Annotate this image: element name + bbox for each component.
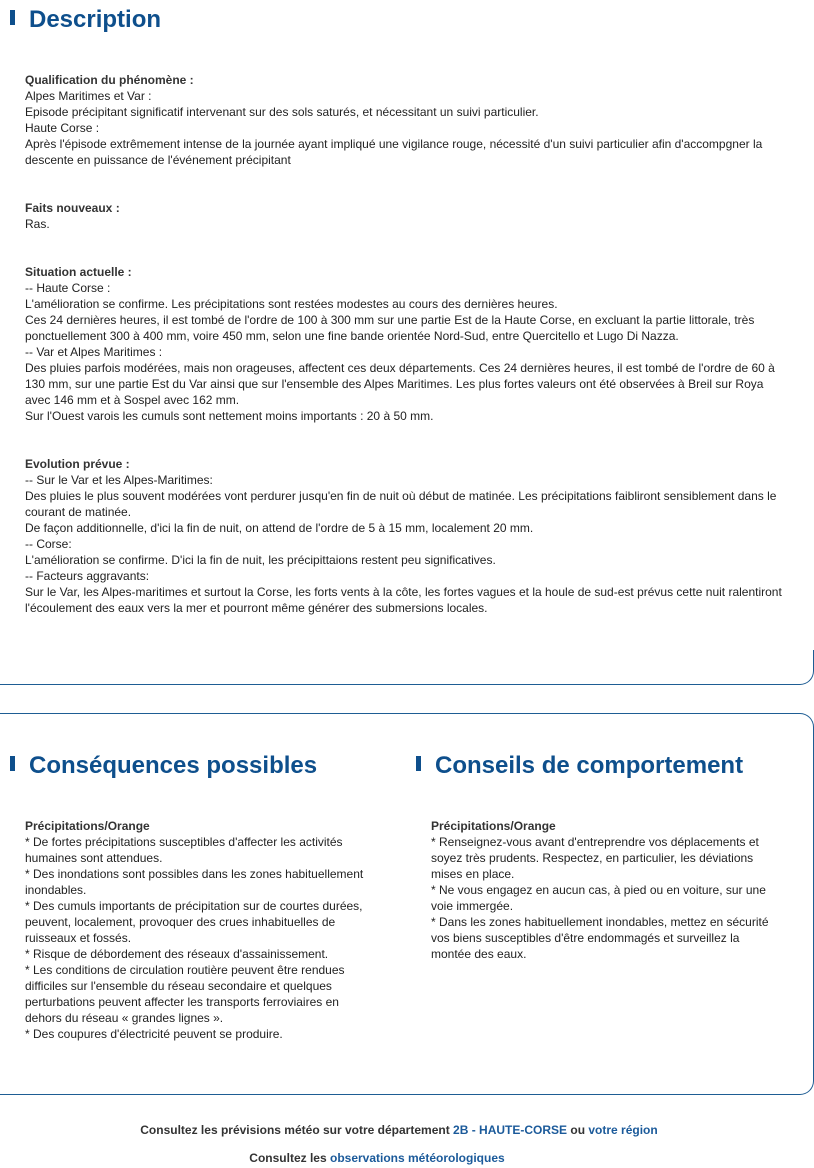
footer-or-text: ou — [567, 1123, 589, 1137]
consequences-line: * Des cumuls importants de précipitation sur de courtes durées, peuvent, localement, provoquer des crues inhabituelles de ruisseaux et fossés. — [25, 899, 363, 945]
consequences-line: * Risque de débordement des réseaux d'assainissement. — [25, 947, 329, 961]
department-link[interactable]: 2B - HAUTE-CORSE — [453, 1123, 568, 1137]
faits-line: Ras. — [25, 217, 50, 231]
consequences-line: * Des inondations sont possibles dans les zones habituellement inondables. — [25, 867, 364, 897]
qualification-line: Alpes Maritimes et Var : — [25, 89, 152, 103]
evolution-line: De façon additionnelle, d'ici la fin de nuit, on attend de l'ordre de 5 à 15 mm, localement 20 mm. — [25, 521, 534, 535]
footer-observations-text: Consultez les — [249, 1151, 330, 1165]
observations-link[interactable]: observations météorologiques — [329, 1151, 505, 1165]
situation-line: Sur l'Ouest varois les cumuls sont nettement moins importants : 20 à 50 mm. — [25, 409, 434, 423]
situation-label: Situation actuelle : — [25, 265, 132, 279]
consequences-label: Précipitations/Orange — [25, 819, 150, 833]
situation-line: -- Haute Corse : — [25, 281, 111, 295]
heading-bar-icon — [416, 756, 421, 771]
conseils-label: Précipitations/Orange — [431, 819, 556, 833]
heading-bar-icon — [10, 756, 15, 771]
consequences-body — [25, 818, 375, 1042]
consequences-heading-text: Conséquences possibles — [29, 752, 318, 779]
evolution-label: Evolution prévue : — [25, 457, 130, 471]
situation-line: -- Var et Alpes Maritimes : — [25, 345, 163, 359]
conseils-body — [431, 818, 776, 962]
consequences-heading — [10, 751, 317, 781]
situation-line: L'amélioration se confirme. Les précipitations sont restées modestes au cours des dernières heures. — [25, 297, 558, 311]
evolution-line: -- Sur le Var et les Alpes-Maritimes: — [25, 473, 213, 487]
footer-observations-line — [0, 1150, 784, 1166]
evolution-line: -- Facteurs aggravants: — [25, 569, 150, 583]
faits-label: Faits nouveaux : — [25, 201, 120, 215]
conseils-line: * Ne vous engagez en aucun cas, à pied ou en voiture, sur une voie immergée. — [431, 883, 766, 913]
footer-forecast-text: Consultez les prévisions météo sur votre département — [140, 1123, 454, 1137]
conseils-heading — [416, 751, 743, 781]
consequences-line: * Des coupures d'électricité peuvent se produire. — [25, 1027, 283, 1041]
qualification-label: Qualification du phénomène : — [25, 73, 194, 87]
qualification-line: Haute Corse : — [25, 121, 100, 135]
qualification-line: Après l'épisode extrêmement intense de la journée ayant impliqué une vigilance rouge, nécessité d'un suivi particulier afin d'accompgner la descente en puissance de l'événement précipitant — [25, 137, 763, 167]
evolution-line: -- Corse: — [25, 537, 72, 551]
qualification-lines — [25, 88, 785, 168]
qualification-line: Episode précipitant significatif intervenant sur des sols saturés, et nécessitant un suivi particulier. — [25, 105, 539, 119]
evolution-line: L'amélioration se confirme. D'ici la fin de nuit, les précipittaions restent peu significatives. — [25, 553, 496, 567]
evolution-line: Des pluies le plus souvent modérées vont perdurer jusqu'en fin de nuit où début de matinée. Les précipitations faibliront sensiblement dans le courant de matinée. — [25, 489, 777, 519]
situation-line: Ces 24 dernières heures, il est tombé de l'ordre de 100 à 300 mm sur une partie Est de la Haute Corse, en excluant la partie littorale, très ponctuellement 300 à 400 mm, voire 450 mm, selon une fine bande orientée Nord-Sud, entre Quercitello et Lugo Di Nazza. — [25, 313, 755, 343]
conseils-heading-text: Conseils de comportement — [435, 752, 744, 779]
evolution-line: Sur le Var, les Alpes-maritimes et surtout la Corse, les forts vents à la côte, les fortes vagues et la houle de sud-est prévus cette nuit ralentiront l'écoulement des eaux vers la mer et pourront même générer des submersions locales. — [25, 585, 782, 615]
region-link[interactable]: votre région — [588, 1123, 658, 1137]
conseils-line: * Renseignez-vous avant d'entreprendre vos déplacements et soyez très prudents. Respectez, en particulier, les déviations mises en place. — [431, 835, 759, 881]
conseils-line: * Dans les zones habituellement inondables, mettez en sécurité vos biens susceptibles d'être endommagés et surveillez la montée des eaux. — [431, 915, 769, 961]
description-body — [25, 72, 785, 616]
consequences-line: * Les conditions de circulation routière peuvent être rendues difficiles sur l'ensemble du réseau secondaire et quelques perturbations peuvent affecter les transports ferroviaires en dehors du réseau « grandes lignes ». — [25, 963, 345, 1025]
footer-forecast-line — [0, 1122, 806, 1138]
situation-line: Des pluies parfois modérées, mais non orageuses, affectent ces deux départements. Ces 24 dernières heures, il est tombé de l'ordre de 60 à 130 mm, sur une partie Est du Var ainsi que sur l'ensemble des Alpes Maritimes. Les plus fortes valeurs ont été observées à Breil sur Roya avec 146 mm et à Sospel avec 162 mm. — [25, 361, 775, 407]
consequences-line: * De fortes précipitations susceptibles d'affecter les activités humaines sont attendues. — [25, 835, 343, 865]
description-heading — [10, 5, 161, 35]
section-divider-top — [0, 650, 814, 685]
heading-bar-icon — [10, 10, 15, 25]
description-heading-text: Description — [29, 6, 162, 33]
